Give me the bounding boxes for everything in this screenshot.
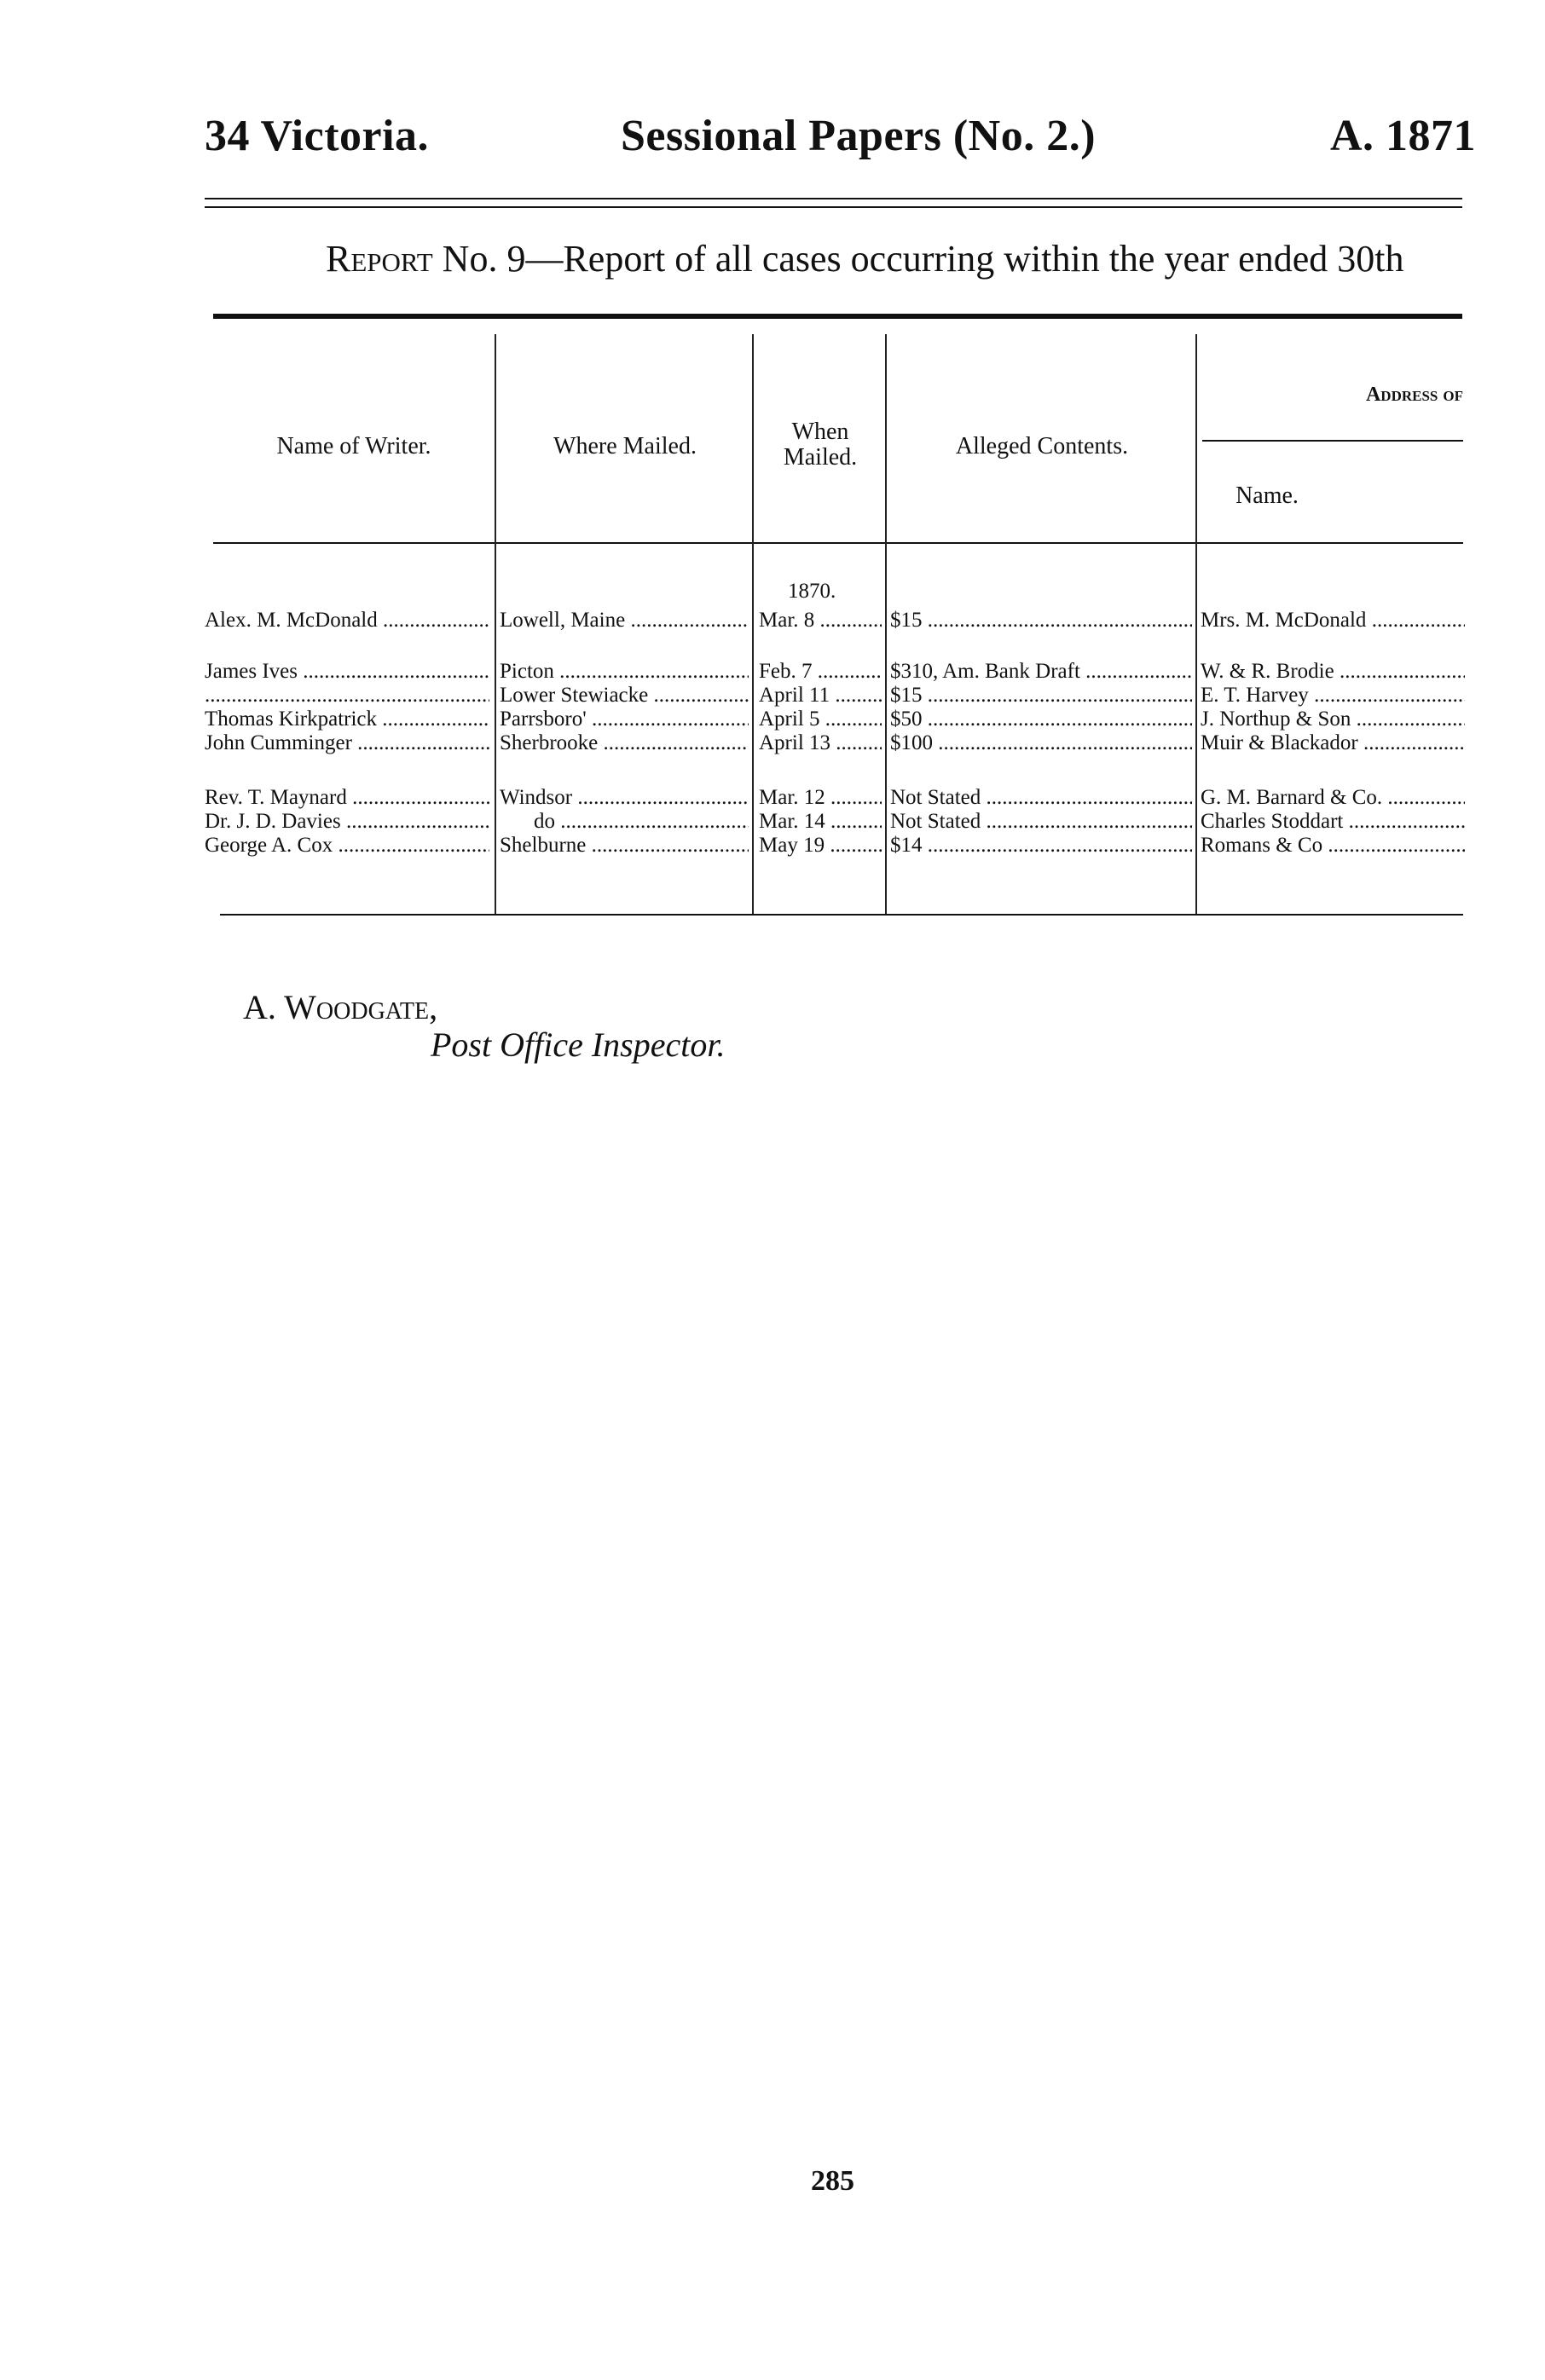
cell-writer [205, 684, 489, 707]
table-bottom-rule [220, 914, 1463, 916]
signature-name: A. Woodgate, [243, 988, 438, 1026]
cell-writer: James Ives ..... [205, 660, 489, 683]
col-header-when: When Mailed. [783, 419, 858, 471]
cell-writer: Thomas Kirkpatrick ..... [205, 708, 489, 731]
cell-contents: $310, Am. Bank Draft ..... [890, 660, 1192, 683]
header-left: 34 Victoria. [205, 112, 430, 160]
cell-where: do ..... [534, 810, 749, 833]
col-divider-4 [1195, 334, 1197, 914]
col-header-name: Name. [1235, 482, 1299, 509]
cell-when: April 13 ..... [759, 731, 882, 754]
cell-when: April 5 ..... [759, 708, 882, 731]
col-divider-1 [495, 334, 496, 914]
header-bottom-rule [213, 542, 1463, 544]
cell-contents: Not Stated ..... [890, 786, 1192, 809]
cell-contents: $50 ..... [890, 708, 1192, 731]
cell-where: Shelburne ..... [500, 834, 749, 857]
address-sub-rule [1202, 440, 1463, 442]
report-title [326, 237, 1403, 280]
cell-name: Romans & Co ..... [1201, 834, 1465, 857]
cell-when: May 19 ..... [759, 834, 882, 857]
cell-when: Feb. 7 ..... [759, 660, 882, 683]
table-top-rule [213, 314, 1462, 319]
cell-writer: Dr. J. D. Davies ..... [205, 810, 489, 833]
col-divider-2 [752, 334, 754, 914]
cell-contents: $100 ..... [890, 731, 1192, 754]
header-right: A. 1871 [1330, 112, 1477, 160]
header-rule-top [205, 198, 1462, 199]
year-label: 1870. [788, 580, 836, 603]
cell-writer: George A. Cox ..... [205, 834, 489, 857]
cell-name: G. M. Barnard & Co. ..... [1201, 786, 1465, 809]
cell-when: Mar. 12 ..... [759, 786, 882, 809]
cell-where: Lowell, Maine ..... [500, 609, 749, 632]
cell-contents: $14 ..... [890, 834, 1192, 857]
cell-name: Mrs. M. McDonald ..... [1201, 609, 1465, 632]
cell-when: April 11 ..... [759, 684, 882, 707]
cell-name: W. & R. Brodie ..... [1201, 660, 1465, 683]
page-number: 285 [811, 2165, 854, 2197]
col-divider-3 [885, 334, 887, 914]
cell-writer: Rev. T. Maynard ..... [205, 786, 489, 809]
cell-contents: $15 ..... [890, 609, 1192, 632]
cell-name: Charles Stoddart ..... [1201, 810, 1465, 833]
cell-where: Windsor ..... [500, 786, 749, 809]
header-rule-bottom [205, 206, 1462, 208]
cell-where: Sherbrooke ..... [500, 731, 749, 754]
header-center: Sessional Papers (No. 2.) [621, 112, 1097, 160]
signature-title: Post Office Inspector. [431, 1025, 726, 1064]
cell-name: J. Northup & Son ..... [1201, 708, 1465, 731]
col-header-where: Where Mailed. [553, 433, 697, 459]
cell-where: Picton ..... [500, 660, 749, 683]
cell-name: Muir & Blackador ..... [1201, 731, 1465, 754]
report-title-prefix: Report [326, 238, 433, 280]
cell-when: Mar. 8 ..... [759, 609, 882, 632]
cell-where: Parrsboro' ..... [500, 708, 749, 731]
cell-contents: Not Stated ..... [890, 810, 1192, 833]
cell-writer: John Cumminger ..... [205, 731, 489, 754]
col-header-address: Address of [1365, 384, 1463, 406]
cell-contents: $15 ..... [890, 684, 1192, 707]
cell-name: E. T. Harvey ..... [1201, 684, 1465, 707]
cell-where: Lower Stewiacke ..... [500, 684, 749, 707]
report-title-text: No. 9—Report of all cases occurring within the year ended 30th [442, 238, 1404, 280]
cell-writer: Alex. M. McDonald ..... [205, 609, 489, 632]
col-header-writer: Name of Writer. [276, 433, 431, 459]
col-header-contents: Alleged Contents. [955, 433, 1129, 459]
cell-when: Mar. 14 ..... [759, 810, 882, 833]
